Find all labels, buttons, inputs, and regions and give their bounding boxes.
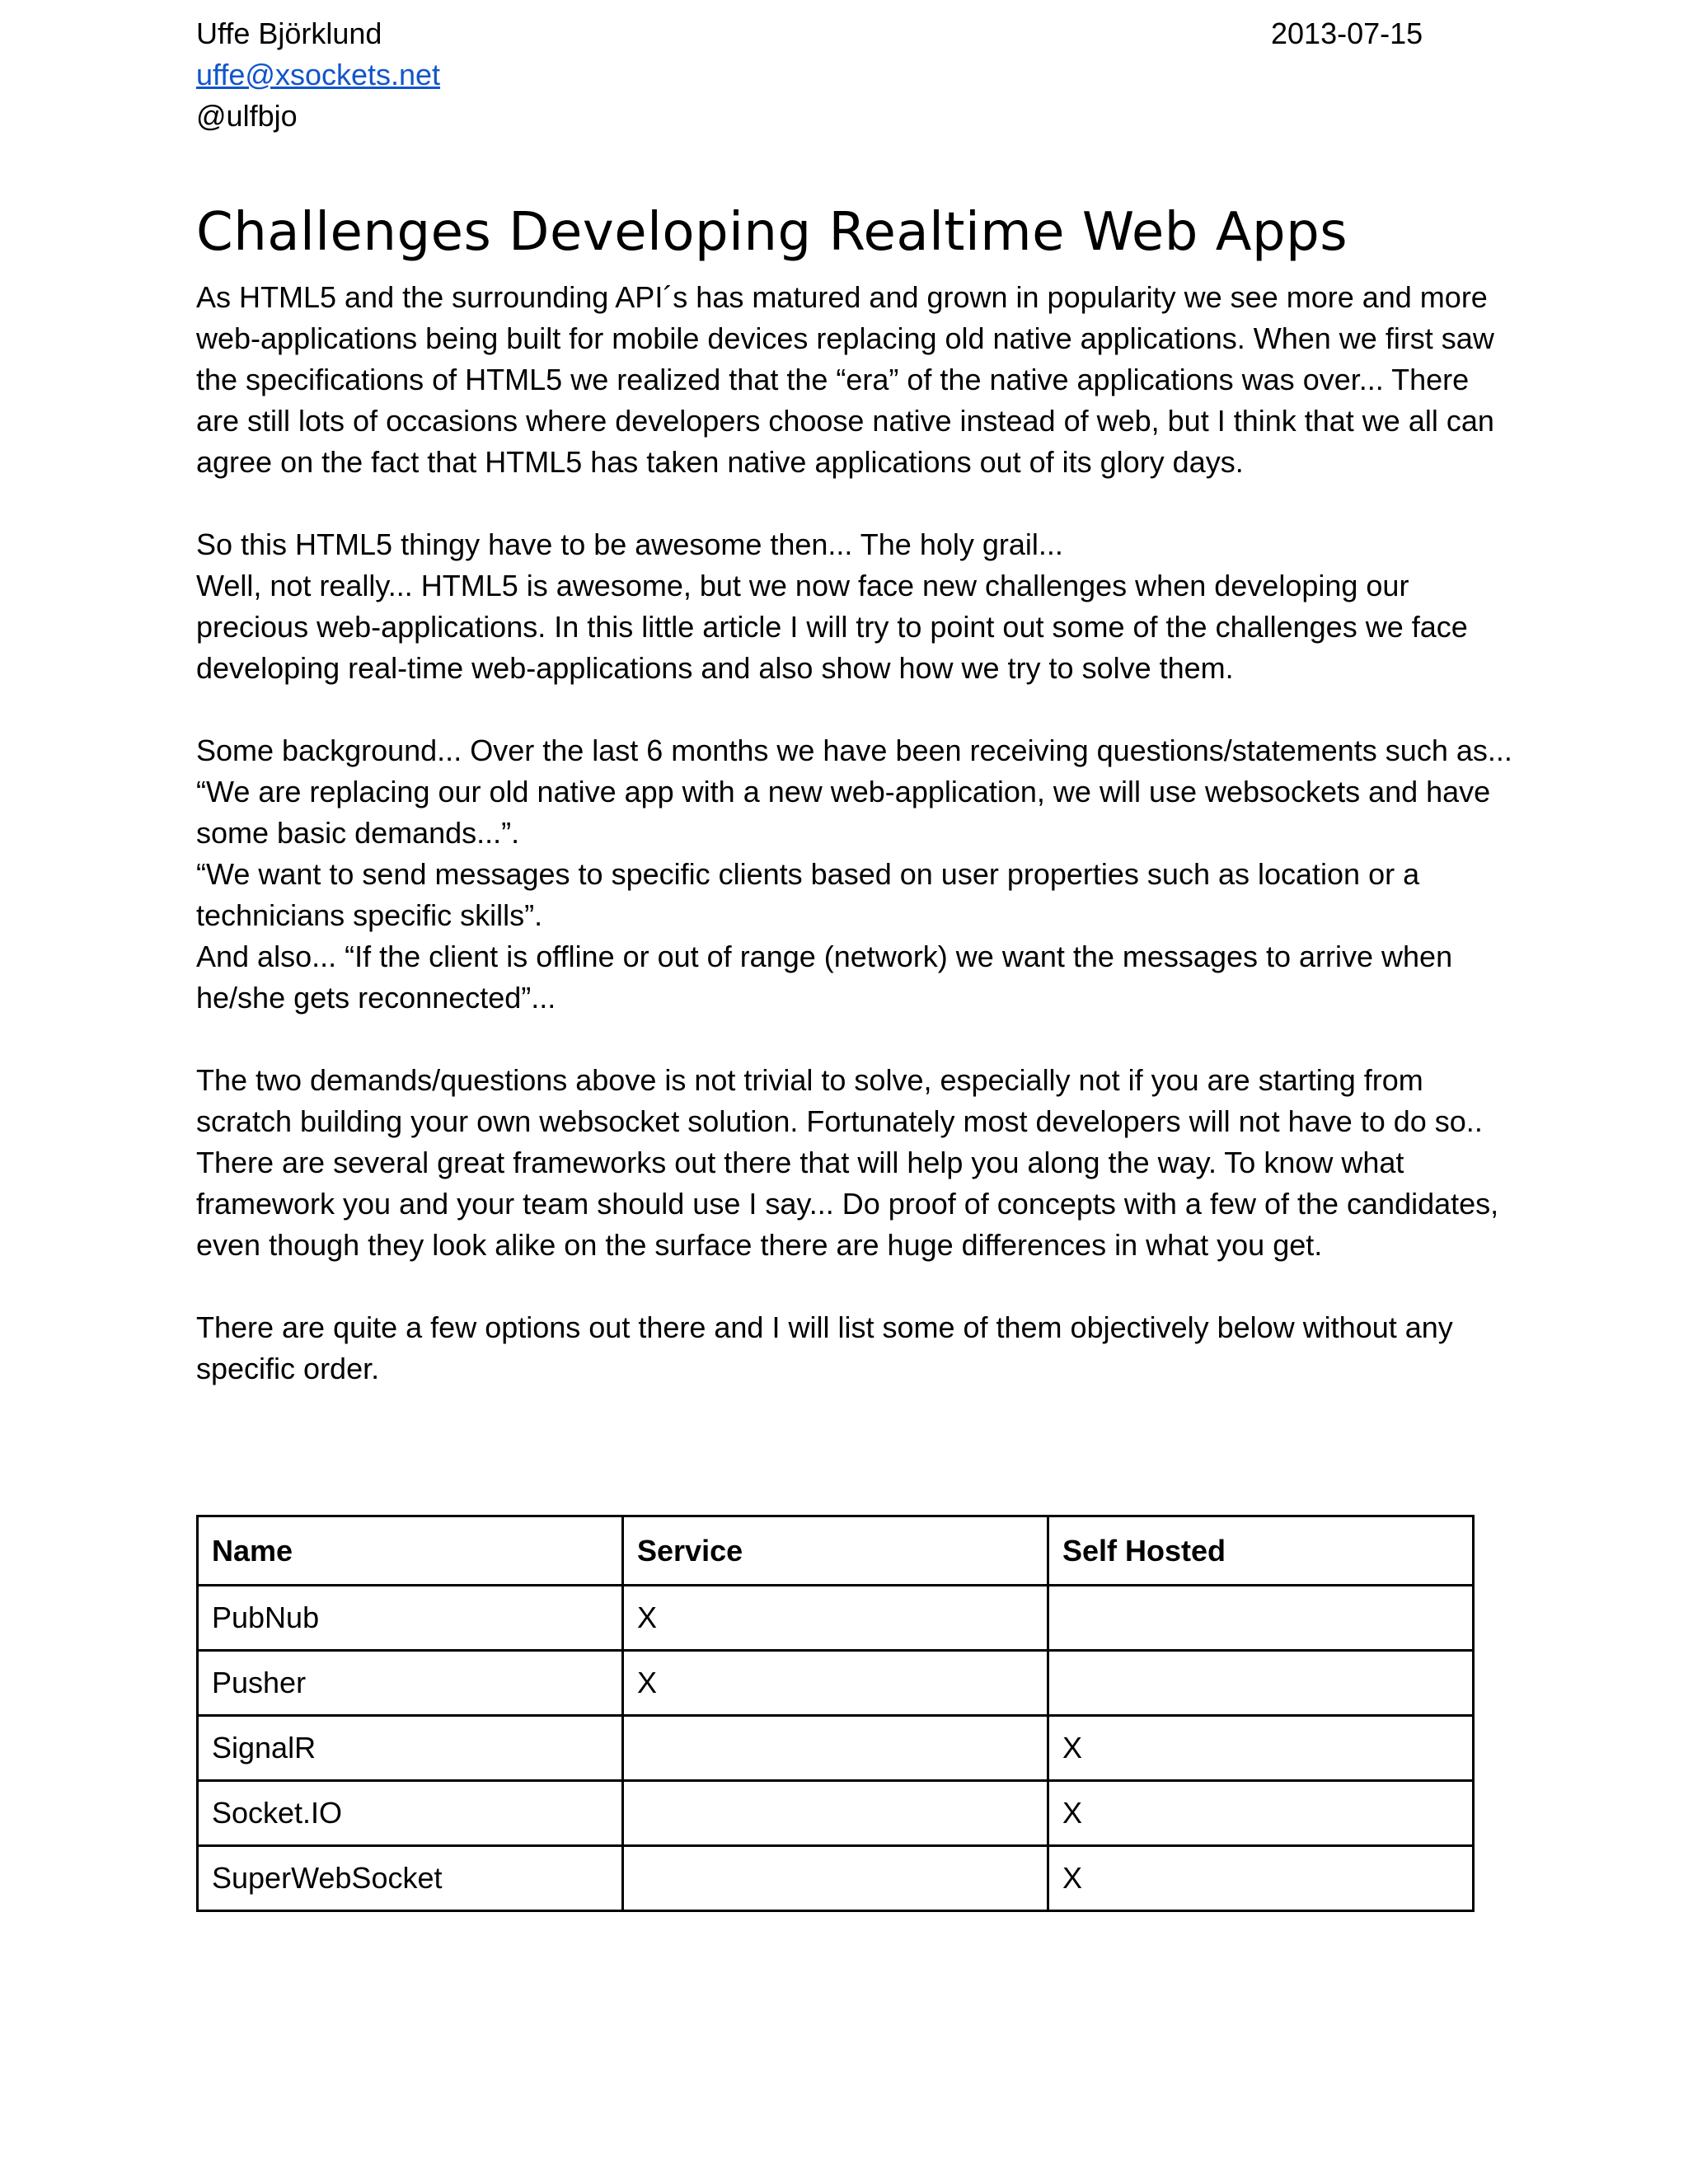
author-name: Uffe Björklund — [196, 16, 382, 50]
framework-table — [196, 1515, 1475, 1912]
paragraph-intro: As HTML5 and the surrounding API´s has matured and grown in popularity we see more and more web-applications being built for mobile devices replacing old native applications. When we first saw the specifications of HTML5 we realized that the “era” of the native applications was over... There are still lots of occasions where developers choose native instead of web, but I think that we all can agree on the fact that HTML5 has taken native applications out of its glory days. — [196, 280, 1494, 479]
table-row — [198, 1781, 1474, 1846]
cell-self-hosted — [1048, 1586, 1474, 1651]
cell-name: Socket.IO — [198, 1781, 623, 1846]
cell-service: X — [623, 1586, 1048, 1651]
cell-name: SuperWebSocket — [198, 1846, 623, 1911]
author-handle: @ulfbjo — [196, 99, 298, 133]
cell-service — [623, 1781, 1048, 1846]
author-email-link[interactable]: uffe@xsockets.net — [196, 58, 441, 91]
column-header-service: Service — [623, 1516, 1048, 1586]
column-header-name: Name — [198, 1516, 623, 1586]
cell-service — [623, 1846, 1048, 1911]
cell-name: Pusher — [198, 1651, 623, 1716]
table-row — [198, 1846, 1474, 1911]
page-title: Challenges Developing Realtime Web Apps — [196, 202, 1348, 263]
table-row — [198, 1716, 1474, 1781]
cell-service — [623, 1716, 1048, 1781]
cell-self-hosted: X — [1048, 1716, 1474, 1781]
paragraph-demand-offline: And also... “If the client is offline or out of range (network) we want the messages to arrive when he/she gets reconnected”... — [196, 940, 1453, 1015]
cell-self-hosted — [1048, 1651, 1474, 1716]
document-page — [196, 0, 1515, 1895]
cell-name: PubNub — [198, 1586, 623, 1651]
paragraph-background: Some background... Over the last 6 months we have been receiving questions/statements such as... “We are replacing our old native app with a new web-application, we will use websockets and have some basic demands...”. — [196, 733, 1512, 850]
paragraph-options: There are quite a few options out there and I will list some of them objectively below without any specific order. — [196, 1310, 1453, 1385]
paragraph-frameworks: The two demands/questions above is not trivial to solve, especially not if you are starting from scratch building your own websocket solution. Fortunately most developers will not have to do so.. There are several great frameworks out there that will help you along the way. To know what framework you and your team should use I say... Do proof of concepts with a few of the candidates, even though they look alike on the surface there are huge differences in what you get. — [196, 1063, 1499, 1262]
article-body — [196, 277, 1515, 1431]
paragraph-holy-grail: So this HTML5 thingy have to be awesome then... The holy grail... — [196, 527, 1063, 561]
cell-service: X — [623, 1651, 1048, 1716]
cell-self-hosted: X — [1048, 1781, 1474, 1846]
table-header-row — [198, 1516, 1474, 1586]
table-row — [198, 1651, 1474, 1716]
framework-table-wrapper — [196, 1515, 1475, 1912]
cell-self-hosted: X — [1048, 1846, 1474, 1911]
paragraph-challenges: Well, not really... HTML5 is awesome, but we now face new challenges when developing our precious web-applications. In this little article I will try to point out some of the challenges we face developing real-time web-applications and also show how we try to solve them. — [196, 569, 1468, 685]
document-header — [196, 0, 1515, 132]
cell-name: SignalR — [198, 1716, 623, 1781]
document-date: 2013-07-15 — [1271, 16, 1423, 50]
paragraph-demand-location: “We want to send messages to specific clients based on user properties such as location or a technicians specific skills”. — [196, 857, 1420, 932]
column-header-self-hosted: Self Hosted — [1048, 1516, 1474, 1586]
table-row — [198, 1586, 1474, 1651]
